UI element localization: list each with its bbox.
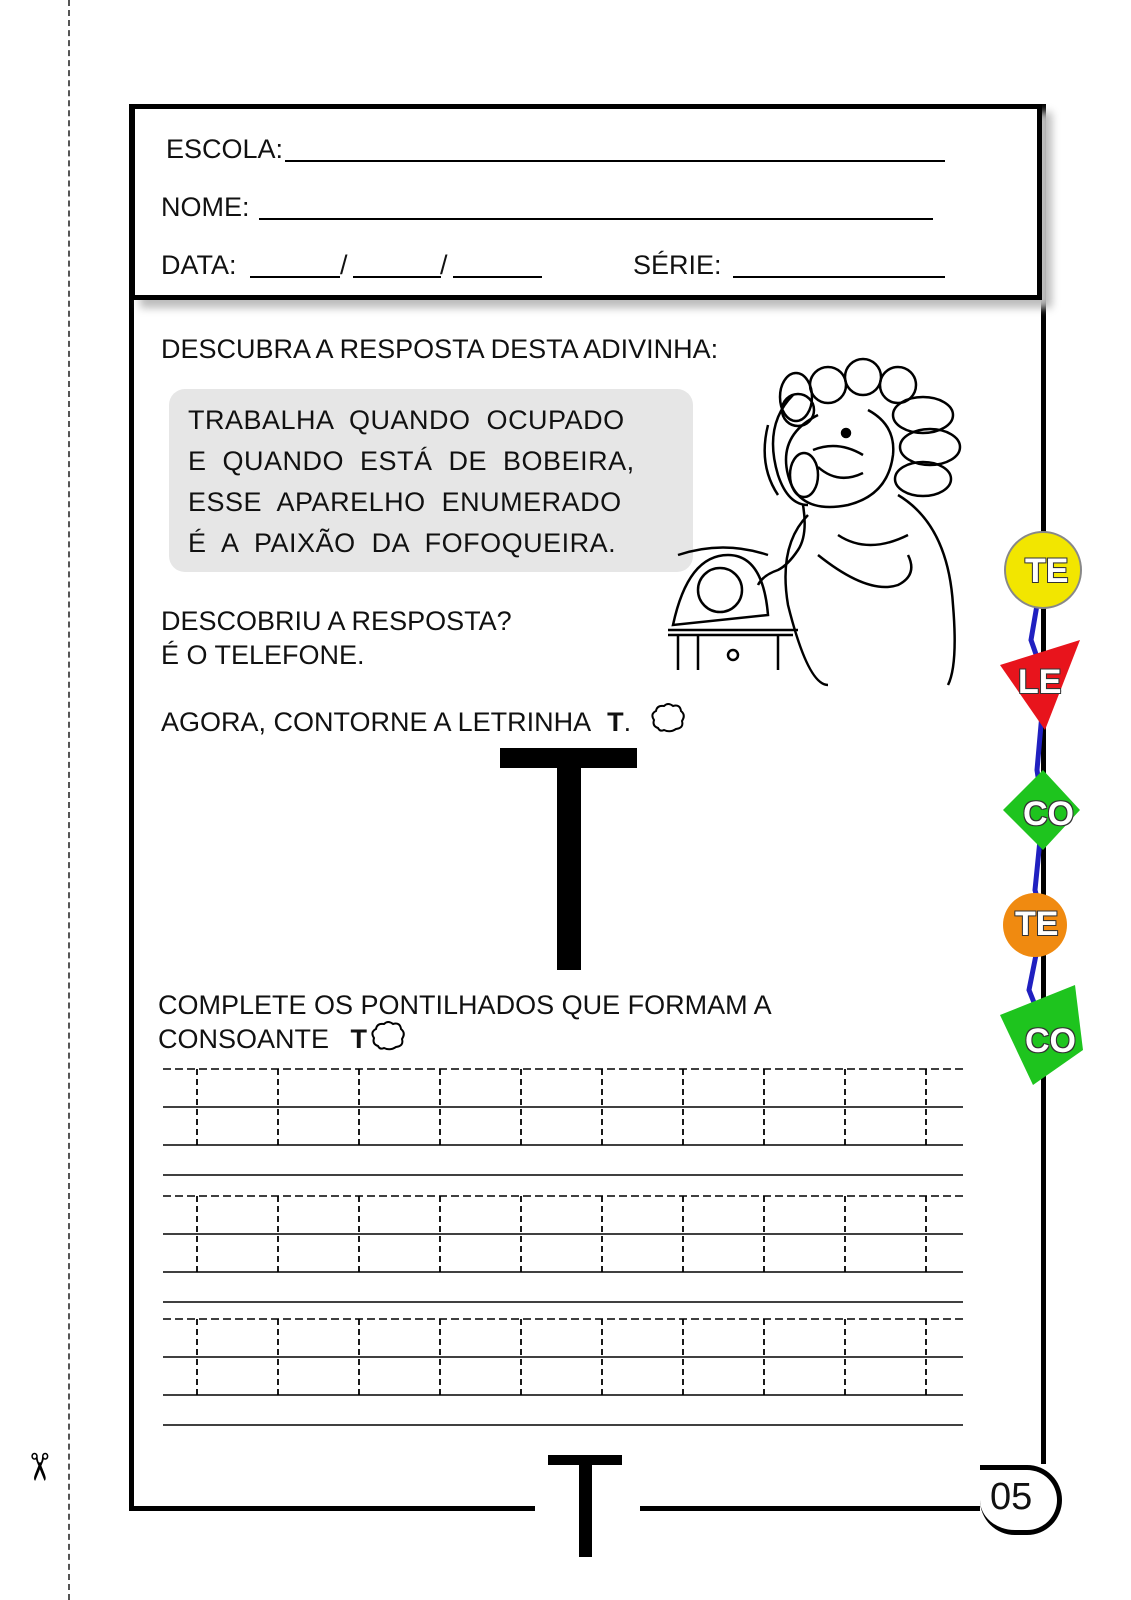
woman-on-telephone-illustration	[668, 355, 978, 690]
riddle-line: E QUANDO ESTÁ DE BOBEIRA,	[188, 446, 635, 476]
riddle-line: TRABALHA QUANDO OCUPADO	[188, 405, 625, 435]
trace-suffix: .	[623, 707, 632, 737]
date-day-field[interactable]	[250, 276, 340, 278]
tracing-practice-row-2[interactable]	[163, 1190, 963, 1310]
complete-instruction-text: CONSOANTE	[158, 1024, 330, 1054]
name-field[interactable]	[259, 218, 933, 220]
scissors-icon: ✂	[16, 1451, 59, 1483]
frame-bottom-border-left	[130, 1506, 535, 1511]
cloud-icon	[650, 702, 686, 734]
tracing-practice-row-1[interactable]	[163, 1063, 963, 1183]
date-separator: /	[440, 250, 448, 280]
syllable-le: LE	[1018, 663, 1062, 701]
school-label: ESCOLA:	[166, 134, 284, 164]
complete-instruction-line1: COMPLETE OS PONTILHADOS QUE FORMAM A	[158, 990, 772, 1020]
complete-letter: T	[350, 1024, 368, 1054]
big-letter-t	[500, 748, 660, 978]
trace-instruction-text: AGORA, CONTORNE A LETRINHA	[161, 707, 590, 737]
date-separator: /	[340, 250, 348, 280]
date-year-field[interactable]	[453, 276, 542, 278]
grade-field[interactable]	[733, 276, 945, 278]
trace-letter: T	[607, 707, 624, 737]
tracing-practice-row-3[interactable]	[163, 1313, 963, 1433]
date-label: DATA:	[161, 250, 237, 280]
trace-instruction	[161, 707, 631, 738]
name-label: NOME:	[161, 192, 250, 222]
answer-question: DESCOBRIU A RESPOSTA?	[161, 606, 512, 636]
school-field[interactable]	[285, 160, 945, 162]
grade-label: SÉRIE:	[633, 250, 722, 280]
answer-text: É O TELEFONE.	[161, 640, 365, 670]
frame-bottom-border-right	[640, 1506, 980, 1511]
page-number: 05	[990, 1476, 1033, 1518]
riddle-line: É A PAIXÃO DA FOFOQUEIRA.	[188, 528, 617, 558]
riddle-line: ESSE APARELHO ENUMERADO	[188, 487, 622, 517]
syllable-te: TE	[1015, 905, 1059, 943]
frame-left-border	[129, 104, 134, 1511]
syllable-co: CO	[1023, 795, 1074, 833]
riddle-prompt: DESCUBRA A RESPOSTA DESTA ADIVINHA:	[161, 334, 719, 364]
complete-instruction-line2	[158, 1024, 367, 1055]
cut-line	[68, 0, 70, 1600]
syllable-te: TE	[1025, 552, 1069, 590]
syllable-co: CO	[1025, 1022, 1076, 1060]
cloud-icon	[370, 1020, 406, 1052]
footer-letter-t	[548, 1455, 638, 1563]
date-month-field[interactable]	[353, 276, 441, 278]
